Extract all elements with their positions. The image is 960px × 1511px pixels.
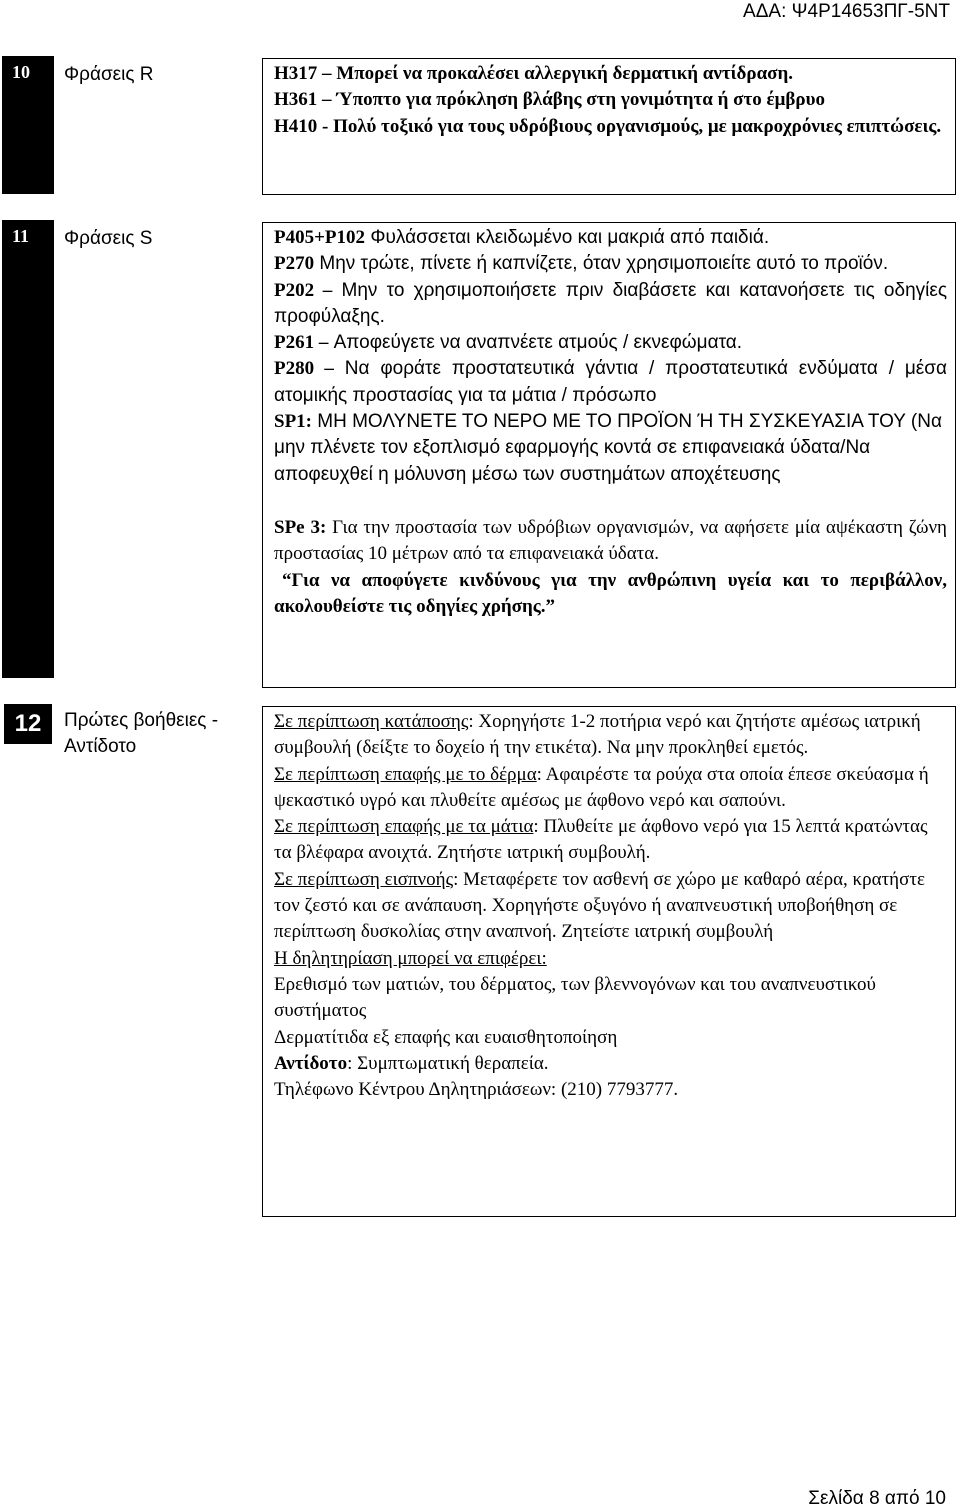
section-number-11 <box>2 220 54 678</box>
skin-line <box>274 762 947 815</box>
skin-text: : Αφαιρέστε τα ρούχα στα οποία έπεσε σκεύασμα ή ψεκαστικό υγρό και πλυθείτε αμέσως με άφθονο νερό και σαπούνι. <box>274 763 929 811</box>
p270-text: Μην τρώτε, πίνετε ή καπνίζετε, όταν χρησιμοποιείτε αυτό το προϊόν. <box>314 253 889 275</box>
inhalation-text: : Μεταφέρετε τον ασθενή σε χώρο με καθαρό αέρα, κρατήστε τον ζεστό και σε ανάπαυση. Χορηγήστε οξυγόνο ή αναπνευστική υποβοήθηση σε περίπτωση δυσκολίας στην αναπνοή. Ζητείστε ιατρική συμβουλή <box>274 868 925 943</box>
p405-text: Φυλάσσεται κλειδωμένο και μακριά από παιδιά. <box>365 227 770 248</box>
antidote-text: : Συμπτωματική θεραπεία. <box>347 1052 549 1074</box>
p280-code: P280 – <box>274 358 334 380</box>
eyes-heading: Σε περίπτωση επαφής με τα μάτια <box>274 816 534 838</box>
h410-line: H410 - Πολύ τοξικό για τους υδρόβιους οργανισμούς, με μακροχρόνιες επιπτώσεις. <box>274 115 942 137</box>
eyes-text: : Πλυθείτε με άφθονο νερό για 15 λεπτά κρατώντας τα βλέφαρα ανοιχτά. Ζητήστε ιατρική συμβουλή. <box>274 816 928 864</box>
poisoning-effect-2: Δερματίτιδα εξ επαφής και ευαισθητοποίηση <box>274 1026 618 1048</box>
inhalation-heading: Σε περίπτωση εισπνοής <box>274 868 454 890</box>
closing-line: “Για να αποφύγετε κινδύνους για την ανθρώπινη υγεία και το περιβάλλον, ακολουθείστε τις οδηγίες χρήσης.” <box>274 569 947 617</box>
section-label-12: Πρώτες βοήθειες - Αντίδοτο <box>64 710 219 757</box>
p270-code: P270 <box>274 253 315 275</box>
p405-line <box>274 225 947 251</box>
spe3-line <box>274 515 947 568</box>
p202-line <box>274 278 947 331</box>
p202-text: Μην το χρησιμοποιήσετε πριν διαβάσετε και κατανοήσετε τις οδηγίες προφύλαξης. <box>274 279 947 327</box>
p280-line <box>274 356 947 409</box>
eyes-line <box>274 814 947 867</box>
p261-line <box>274 330 947 356</box>
spe3-text: Για την προστασία των υδρόβιων οργανισμών, να αφήσετε μία αψέκαστη ζώνη προστασίας 10 μέτρων από τα επιφανειακά ύδατα. <box>274 516 947 565</box>
ingestion-heading: Σε περίπτωση κατάποσης <box>274 711 469 732</box>
spacer <box>274 488 947 515</box>
poisoning-effect-1: Ερεθισμό των ματιών, του δέρματος, των βλεννογόνων και του αναπνευστικού συστήματος <box>274 973 876 1022</box>
sp1-line <box>274 409 947 488</box>
h361-line: H361 – Ύποπτο για πρόκληση βλάβης στη γονιμότητα ή στο έμβρυο <box>274 89 825 111</box>
page-number: Σελίδα 8 από 10 <box>808 1488 946 1509</box>
p261-code: P261 – <box>274 332 329 354</box>
spe3-code: SPe 3: <box>274 516 327 538</box>
h317-line: H317 – Μπορεί να προκαλέσει αλλεργική δερματική αντίδραση. <box>274 63 794 84</box>
section-number-text: 11 <box>12 226 30 246</box>
sp1-code: SP1: <box>274 411 312 433</box>
section-number-10 <box>2 56 54 194</box>
ingestion-line <box>274 709 947 762</box>
poisoning-heading: Η δηλητηρίαση μπορεί να επιφέρει: <box>274 947 547 969</box>
inhalation-line <box>274 867 947 946</box>
p261-text: Αποφεύγετε να αναπνέετε ατμούς / εκνεφώματα. <box>328 332 743 354</box>
section-number-text: 10 <box>12 62 30 82</box>
sp1-text: ΜΗ ΜΟΛΥΝΕΤΕ ΤΟ ΝΕΡΟ ΜΕ ΤΟ ΠΡΟΪΟΝ Ή ΤΗ ΣΥΣΚΕΥΑΣΙΑ ΤΟΥ (Να μην πλένετε τον εξοπλισμό εφαρμογής κοντά σε επιφανειακά ύδατα/Να αποφευχθεί η μόλυνση μέσω των συστημάτων αποχέτευσης <box>274 411 942 485</box>
p280-text: Να φοράτε προστατευτικά γάντια / προστατευτικά ενδύματα / μέσα ατομικής προστασίας για τα μάτια / πρόσωπο <box>274 358 947 406</box>
antidote-heading: Αντίδοτο <box>274 1052 348 1074</box>
section-11-content <box>262 222 956 688</box>
p270-line <box>274 251 947 277</box>
ingestion-text: : Χορηγήστε 1-2 ποτήρια νερό και ζητήστε αμέσως ιατρική συμβουλή (δείξτε το δοχείο ή την ετικέτα). Να μην προκληθεί εμετός. <box>274 711 921 759</box>
skin-heading: Σε περίπτωση επαφής με το δέρμα <box>274 763 537 785</box>
section-10-content <box>262 58 956 195</box>
ada-code: ΑΔΑ: Ψ4Ρ14653ΠΓ-5ΝΤ <box>743 1 950 22</box>
p405-code: P405+P102 <box>274 227 366 248</box>
section-label-10: Φράσεις R <box>64 64 154 85</box>
section-number-12: 12 <box>4 704 52 744</box>
section-12-content <box>262 706 956 1217</box>
p202-code: P202 – <box>274 279 333 301</box>
antidote-line <box>274 1051 947 1077</box>
poison-center-phone: Τηλέφωνο Κέντρου Δηλητηριάσεων: (210) 7793777. <box>274 1079 679 1101</box>
section-label-11: Φράσεις S <box>64 228 153 249</box>
